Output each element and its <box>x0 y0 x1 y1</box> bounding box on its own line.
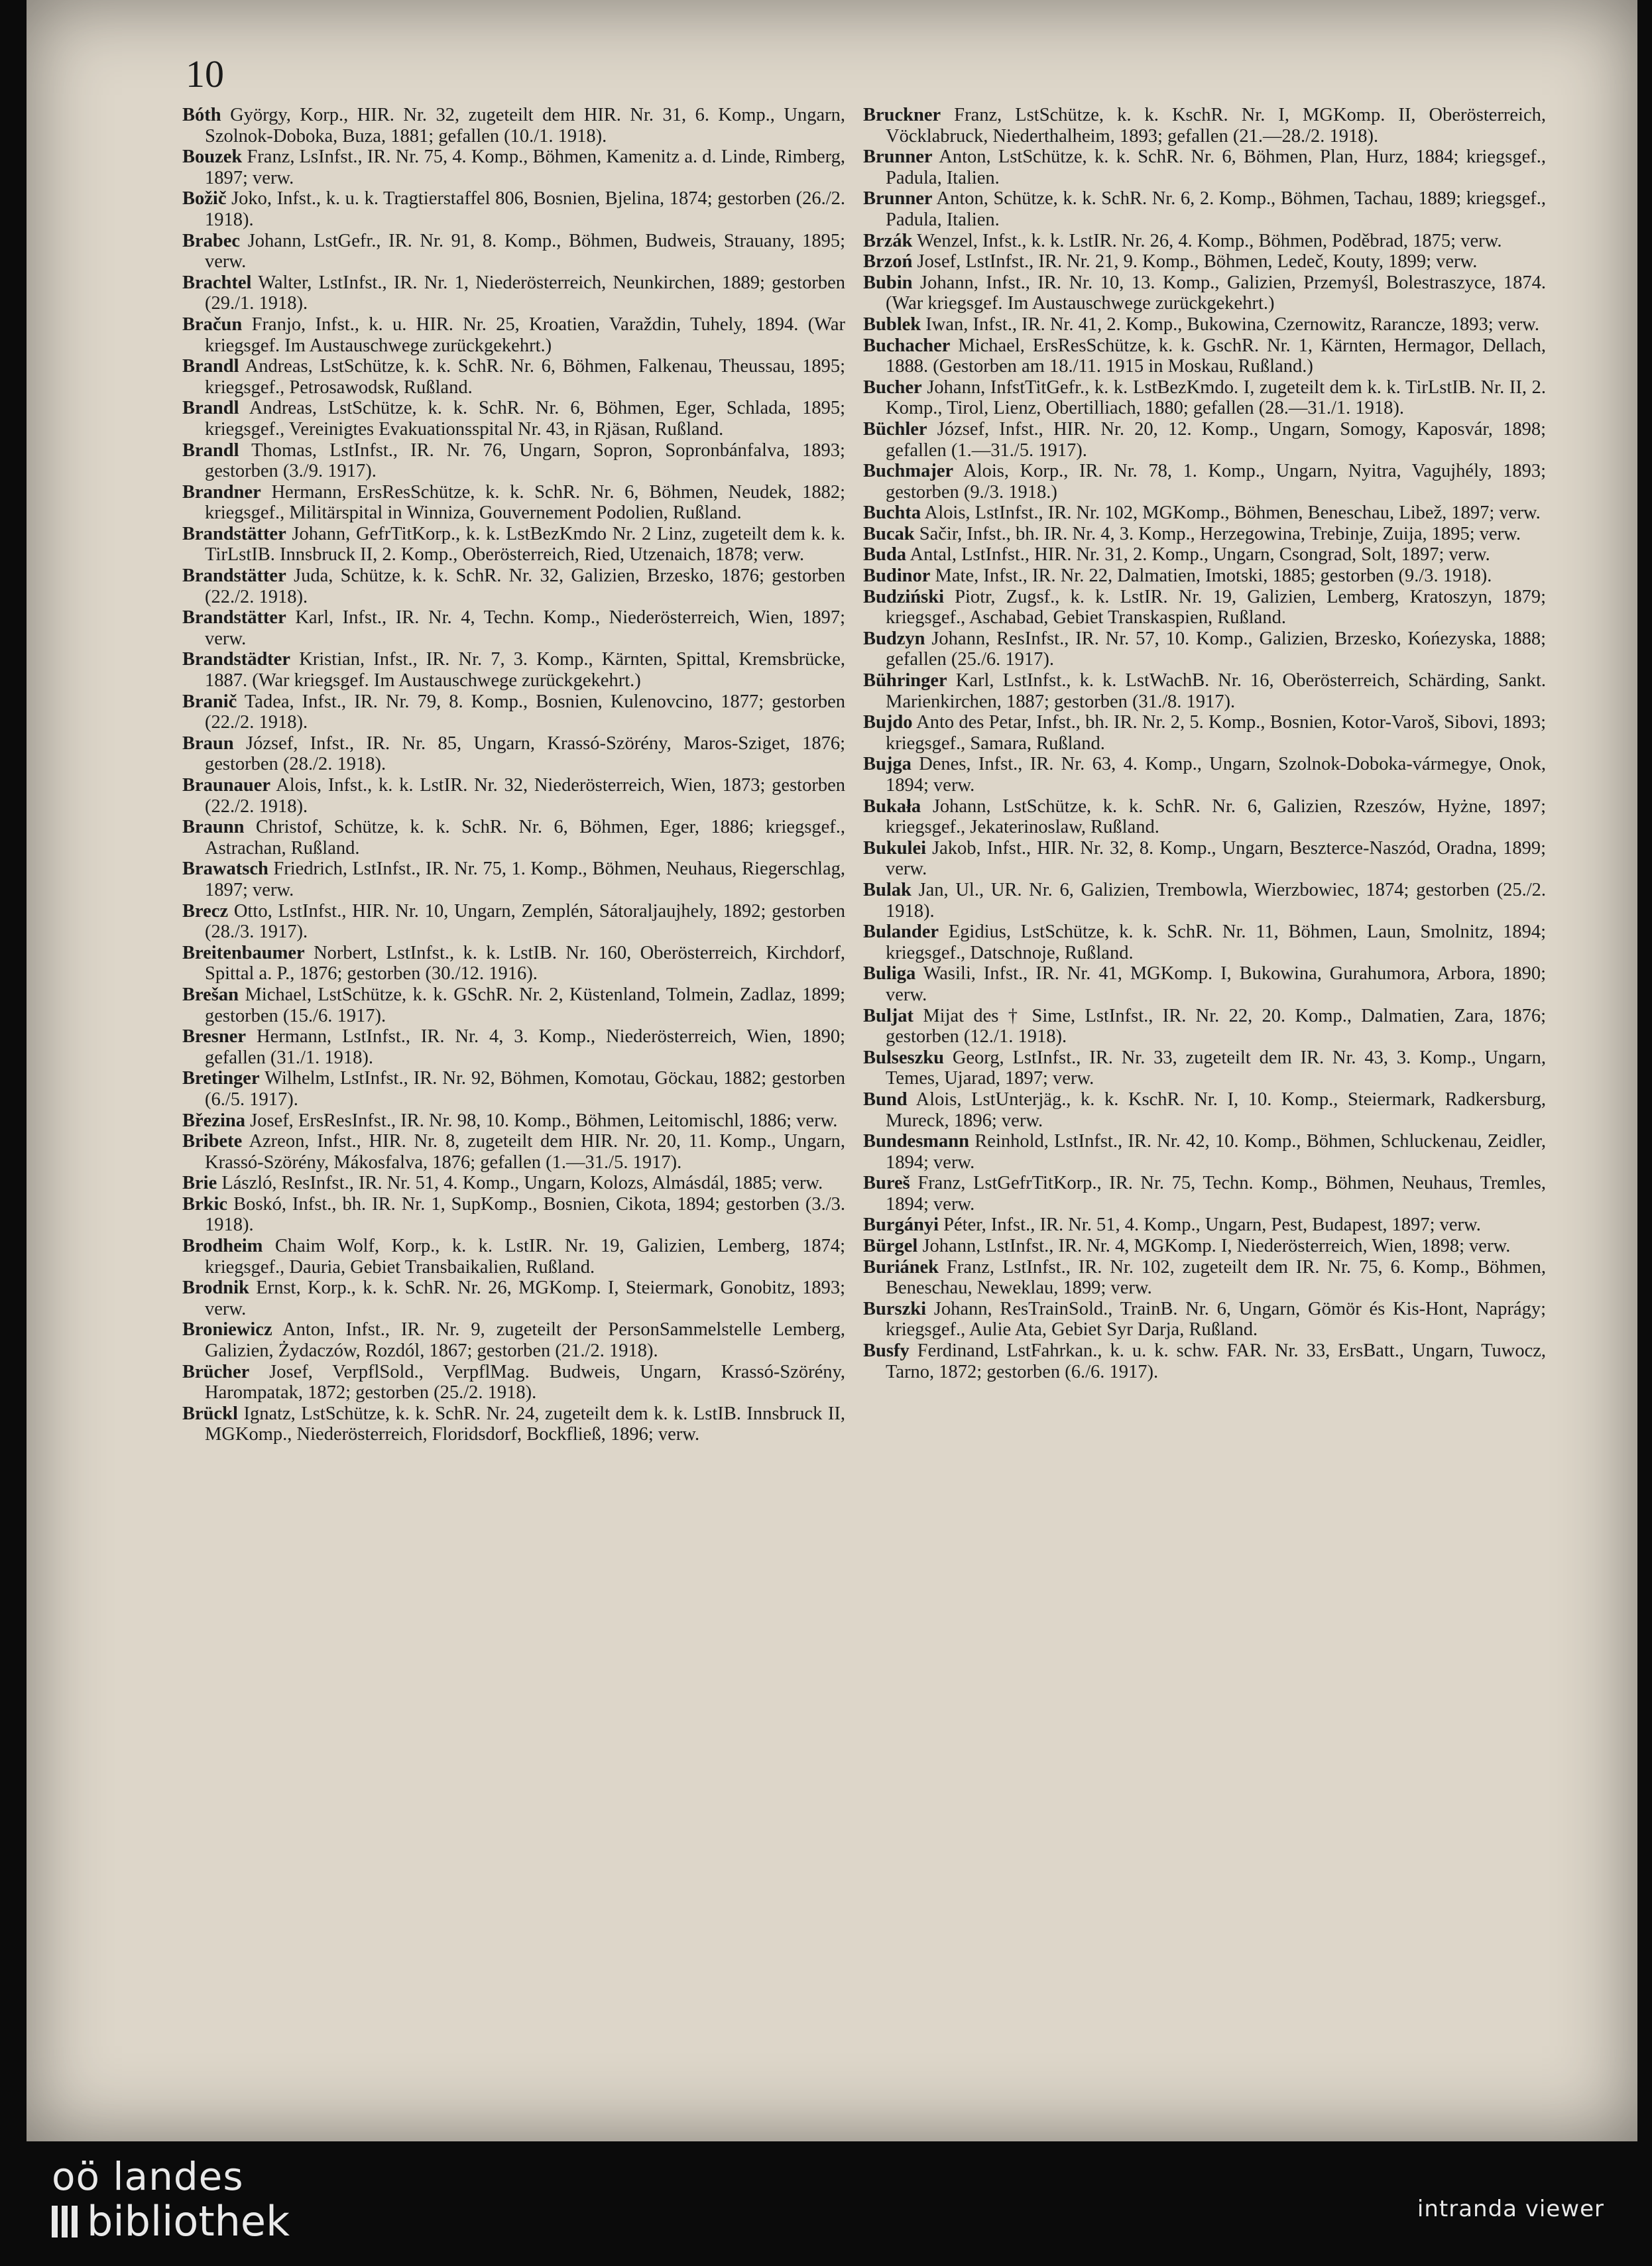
entry-surname: Bubin <box>863 272 913 293</box>
register-entry <box>182 147 845 188</box>
register-entry <box>182 1173 845 1194</box>
entry-details: Franjo, Infst., k. u. HIR. Nr. 25, Kroatien, Varaždin, Tuhely, 1894. (War kriegsgef. Im Austauschwege zurückgekehrt.) <box>205 314 845 356</box>
register-entry <box>863 544 1546 566</box>
entry-surname: Bühringer <box>863 670 947 691</box>
entry-surname: Brandstätter <box>182 607 286 628</box>
entry-surname: Breitenbaumer <box>182 942 305 963</box>
register-entry <box>863 147 1546 188</box>
register-entry <box>863 1089 1546 1131</box>
register-entry <box>863 1257 1546 1299</box>
entry-details: Mate, Infst., IR. Nr. 22, Dalmatien, Imotski, 1885; gestorben (9./3. 1918). <box>935 566 1492 587</box>
entry-surname: Brzoń <box>863 251 913 272</box>
register-entry <box>863 880 1546 922</box>
register-entry <box>863 251 1546 272</box>
entry-surname: Branič <box>182 691 237 712</box>
entry-surname: Brandstätter <box>182 523 286 544</box>
register-entry <box>863 587 1546 628</box>
entry-details: Karl, Infst., IR. Nr. 4, Techn. Komp., Niederösterreich, Wien, 1897; verw. <box>205 607 845 649</box>
register-entry <box>182 1194 845 1236</box>
register-entry <box>182 188 845 230</box>
entry-details: Anton, LstSchütze, k. k. SchR. Nr. 6, Böhmen, Plan, Hurz, 1884; kriegsgef., Padula, Italien. <box>886 147 1546 188</box>
entry-surname: Brandner <box>182 481 261 503</box>
register-entry <box>863 796 1546 838</box>
register-entry <box>182 566 845 607</box>
entry-details: Wasili, Infst., IR. Nr. 41, MGKomp. I, Bukowina, Gurahumora, Arbora, 1890; verw. <box>886 963 1546 1005</box>
entry-surname: Brunner <box>863 147 933 168</box>
register-entry <box>182 1403 845 1445</box>
entry-surname: Buriánek <box>863 1256 939 1278</box>
register-entry <box>863 1236 1546 1257</box>
entry-details: Franz, LstGefrTitKorp., IR. Nr. 75, Techn. Komp., Böhmen, Neuhaus, Tremles, 1894; verw. <box>886 1173 1547 1215</box>
register-entry <box>863 1299 1546 1341</box>
entry-details: Kristian, Infst., IR. Nr. 7, 3. Komp., Kärnten, Spittal, Kremsbrücke, 1887. (War kriegsgef. Im Austauschwege zurückgekehrt.) <box>205 649 846 691</box>
register-entry <box>182 482 845 524</box>
register-entry <box>863 524 1546 545</box>
entry-surname: Bračun <box>182 314 243 335</box>
entry-surname: Budzyn <box>863 628 925 649</box>
register-entry <box>863 838 1546 880</box>
entry-details: Péter, Infst., IR. Nr. 51, 4. Komp., Ungarn, Pest, Budapest, 1897; verw. <box>943 1215 1481 1236</box>
entry-details: Mijat des † Sime, LstInfst., IR. Nr. 22, 20. Komp., Dalmatien, Zara, 1876; gestorben (12./1. 1918). <box>886 1005 1547 1047</box>
entry-details: József, Infst., IR. Nr. 85, Ungarn, Krassó-Szörény, Maros-Sziget, 1876; gestorben (28./2. 1918). <box>205 733 846 775</box>
logo-line-1: oö landes <box>52 2154 244 2199</box>
entry-surname: Büchler <box>863 418 927 440</box>
entry-details: Ferdinand, LstFahrkan., k. u. k. schw. FAR. Nr. 33, ErsBatt., Ungarn, Tuwocz, Tarno, 1872; gestorben (6./6. 1917). <box>886 1341 1546 1382</box>
entry-details: Hermann, LstInfst., IR. Nr. 4, 3. Komp., Niederösterreich, Wien, 1890; gefallen (31./1. 1918). <box>205 1026 846 1068</box>
register-entry <box>182 524 845 566</box>
entry-details: Franz, LstInfst., IR. Nr. 102, zugeteilt dem IR. Nr. 75, 6. Komp., Böhmen, Beneschau, Neweklau, 1899; verw. <box>886 1256 1546 1299</box>
register-entry <box>863 712 1546 754</box>
entry-details: Sačir, Infst., bh. IR. Nr. 4, 3. Komp., Herzegowina, Trebinje, Zuija, 1895; verw. <box>919 523 1521 544</box>
logo-line-2: bibliothek <box>87 2197 290 2245</box>
entry-details: Wenzel, Infst., k. k. LstIR. Nr. 26, 4. Komp., Böhmen, Poděbrad, 1875; verw. <box>917 230 1502 251</box>
viewer-label[interactable]: intranda viewer <box>1417 2196 1604 2222</box>
register-entry <box>863 1006 1546 1047</box>
entry-surname: Bresner <box>182 1026 247 1047</box>
entry-surname: Burgányi <box>863 1215 939 1236</box>
entry-surname: Buda <box>863 544 906 566</box>
entry-details: György, Korp., HIR. Nr. 32, zugeteilt dem HIR. Nr. 31, 6. Komp., Ungarn, Szolnok-Doboka, Buza, 1881; gefallen (10./1. 1918). <box>205 105 846 147</box>
entry-surname: Brandl <box>182 356 239 377</box>
register-entry <box>863 566 1546 587</box>
register-entry <box>863 105 1546 147</box>
entry-details: Thomas, LstInfst., IR. Nr. 76, Ungarn, Sopron, Sopronbánfalva, 1893; gestorben (3./9. 1917). <box>205 440 845 482</box>
entry-surname: Buliga <box>863 963 916 984</box>
entry-details: Alois, LstInfst., IR. Nr. 102, MGKomp., Böhmen, Beneschau, Libež, 1897; verw. <box>924 503 1541 524</box>
entry-surname: Buchacher <box>863 335 951 356</box>
register-entry <box>863 1047 1546 1089</box>
entry-details: Walter, LstInfst., IR. Nr. 1, Niederösterreich, Neunkirchen, 1889; gestorben (29./1. 1918). <box>205 272 845 314</box>
entry-details: Friedrich, LstInfst., IR. Nr. 75, 1. Komp., Böhmen, Neuhaus, Riegerschlag, 1897; verw. <box>205 859 845 900</box>
entry-surname: Brawatsch <box>182 859 268 880</box>
register-entry <box>863 670 1546 712</box>
register-entry <box>863 335 1546 377</box>
register-entry <box>182 943 845 984</box>
entry-details: Reinhold, LstInfst., IR. Nr. 42, 10. Komp., Böhmen, Schluckenau, Zeidler, 1894; verw. <box>886 1131 1546 1173</box>
entry-details: Anton, Infst., IR. Nr. 9, zugeteilt der PersonSammelstelle Lemberg, Galizien, Żydaczów, Rozdól, 1867; gestorben (21./2. 1918). <box>205 1319 845 1362</box>
register-entry <box>182 272 845 314</box>
entry-details: Antal, LstInfst., HIR. Nr. 31, 2. Komp., Ungarn, Csongrad, Solt, 1897; verw. <box>910 544 1490 566</box>
entry-surname: Busfy <box>863 1341 910 1362</box>
entry-surname: Brunner <box>863 188 933 209</box>
entry-surname: Božič <box>182 188 227 209</box>
register-entry <box>863 231 1546 252</box>
register-entry <box>182 859 845 900</box>
entry-surname: Bureš <box>863 1173 910 1194</box>
scanned-page <box>27 0 1637 2141</box>
entry-details: Michael, ErsResSchütze, k. k. GschR. Nr. 1, Kärnten, Hermagor, Dellach, 1888. (Gestorben am 18./11. 1915 in Moskau, Rußland.) <box>886 335 1546 377</box>
entry-surname: Bundesmann <box>863 1131 969 1152</box>
entry-details: Boskó, Infst., bh. IR. Nr. 1, SupKomp., Bosnien, Cikota, 1894; gestorben (3./3. 1918). <box>205 1193 845 1236</box>
entry-surname: Broniewicz <box>182 1319 272 1341</box>
entry-surname: Bujga <box>863 754 912 775</box>
entry-surname: Bulseszku <box>863 1047 944 1068</box>
entry-surname: Brachtel <box>182 272 252 293</box>
entry-surname: Bretinger <box>182 1068 260 1089</box>
entry-surname: Brücher <box>182 1361 250 1382</box>
entry-details: Johann, ResTrainSold., TrainB. Nr. 6, Ungarn, Gömör és Kis-Hont, Naprágy; kriegsgef., Aulie Ata, Gebiet Syr Darja, Rußland. <box>886 1298 1546 1341</box>
register-entry <box>863 963 1546 1005</box>
entry-surname: Březina <box>182 1110 245 1131</box>
entry-details: Michael, LstSchütze, k. k. GSchR. Nr. 2, Küstenland, Tolmein, Zadlaz, 1899; gestorben (15./6. 1917). <box>205 984 846 1026</box>
entry-surname: Budziński <box>863 586 944 607</box>
entry-surname: Bucher <box>863 377 922 398</box>
register-entry <box>182 984 845 1026</box>
register-entry <box>182 105 845 147</box>
entry-surname: Brecz <box>182 900 229 922</box>
entry-details: Piotr, Zugsf., k. k. LstIR. Nr. 19, Galizien, Lemberg, Kratoszyn, 1879; kriegsgef., Aschabad, Gebiet Transkaspien, Rußland. <box>886 586 1546 628</box>
entry-details: Tadea, Infst., IR. Nr. 79, 8. Komp., Bosnien, Kulenovcino, 1877; gestorben (22./2. 1918). <box>205 691 845 733</box>
entry-surname: Bucak <box>863 523 915 544</box>
register-entry <box>182 1068 845 1110</box>
logo-bars-icon <box>52 2206 78 2237</box>
entry-details: Franz, LstSchütze, k. k. KschR. Nr. I, MGKomp. II, Oberösterreich, Vöcklabruck, Niederthalheim, 1893; gefallen (21.—28./2. 1918). <box>886 105 1547 147</box>
logo-line-2-row <box>52 2198 290 2245</box>
register-entry <box>863 419 1546 461</box>
entry-details: Norbert, LstInfst., k. k. LstIB. Nr. 160, Oberösterreich, Kirchdorf, Spittal a. P., 1876; gestorben (30./12. 1916). <box>205 942 845 984</box>
entry-surname: Brie <box>182 1173 217 1194</box>
entry-surname: Bóth <box>182 105 221 125</box>
entry-details: Andreas, LstSchütze, k. k. SchR. Nr. 6, Böhmen, Eger, Schlada, 1895; kriegsgef., Vereinigtes Evakuationsspital Nr. 43, in Rjäsan, Rußland. <box>205 398 845 440</box>
entry-details: Denes, Infst., IR. Nr. 63, 4. Komp., Ungarn, Szolnok-Doboka-vármegye, Onok, 1894; verw. <box>886 754 1546 796</box>
entry-details: Anto des Petar, Infst., bh. IR. Nr. 2, 5. Komp., Bosnien, Kotor-Varoš, Sibovi, 1893; kriegsgef., Samara, Rußland. <box>886 712 1546 754</box>
entry-details: Jan, Ul., UR. Nr. 6, Galizien, Trembowla, Wierzbowiec, 1874; gestorben (25./2. 1918). <box>886 879 1546 922</box>
register-entry <box>182 1362 845 1403</box>
entry-details: Christof, Schütze, k. k. SchR. Nr. 6, Böhmen, Eger, 1886; kriegsgef., Astrachan, Rußland. <box>205 817 846 859</box>
entry-surname: Braun <box>182 733 234 754</box>
register-entry <box>182 817 845 859</box>
register-entry <box>182 1236 845 1278</box>
register-entry <box>182 733 845 775</box>
entry-surname: Brückl <box>182 1403 238 1424</box>
entry-details: Johann, Infst., IR. Nr. 10, 13. Komp., Galizien, Przemyśl, Bolestraszyce, 1874. (War kriegsgef. Im Austauschwege zurückgekehrt.) <box>886 272 1546 314</box>
entry-surname: Brešan <box>182 984 239 1005</box>
register-entry <box>182 1319 845 1361</box>
entry-details: Anton, Schütze, k. k. SchR. Nr. 6, 2. Komp., Böhmen, Tachau, 1889; kriegsgef., Padula, Italien. <box>886 188 1546 230</box>
entry-surname: Bublek <box>863 314 921 335</box>
entry-surname: Brabec <box>182 230 241 251</box>
entry-surname: Bribete <box>182 1131 243 1152</box>
register-entry <box>182 1110 845 1132</box>
entry-surname: Brodheim <box>182 1236 263 1257</box>
entry-details: Andreas, LstSchütze, k. k. SchR. Nr. 6, Böhmen, Falkenau, Theussau, 1895; kriegsgef., Petrosawodsk, Rußland. <box>205 356 845 398</box>
entry-details: Johann, GefrTitKorp., k. k. LstBezKmdo Nr. 2 Linz, zugeteilt dem k. k. TirLstIB. Innsbruck II, 2. Komp., Oberösterreich, Ried, Utzenaich, 1878; verw. <box>205 523 845 566</box>
entry-details: József, Infst., HIR. Nr. 20, 12. Komp., Ungarn, Somogy, Kaposvár, 1898; gefallen (1.—31./5. 1917). <box>886 418 1546 461</box>
entry-surname: Bruckner <box>863 105 941 125</box>
entry-surname: Brandl <box>182 398 239 419</box>
entry-details: László, ResInfst., IR. Nr. 51, 4. Komp., Ungarn, Kolozs, Almásdál, 1885; verw. <box>221 1173 823 1194</box>
right-column <box>863 105 1546 1382</box>
entry-surname: Buchmajer <box>863 461 954 482</box>
entry-details: Ernst, Korp., k. k. SchR. Nr. 26, MGKomp. I, Steiermark, Gonobitz, 1893; verw. <box>205 1278 845 1319</box>
entry-details: Otto, LstInfst., HIR. Nr. 10, Ungarn, Zemplén, Sátoraljaujhely, 1892; gestorben (28./3. 1917). <box>205 900 846 943</box>
register-entry <box>863 1173 1546 1215</box>
register-entry <box>182 607 845 649</box>
entry-details: Johann, LstInfst., IR. Nr. 4, MGKomp. I, Niederösterreich, Wien, 1898; verw. <box>922 1236 1511 1257</box>
entry-details: Alois, Infst., k. k. LstIR. Nr. 32, Niederösterreich, Wien, 1873; gestorben (22./2. 1918). <box>205 775 845 817</box>
entry-details: Georg, LstInfst., IR. Nr. 33, zugeteilt dem IR. Nr. 43, 3. Komp., Ungarn, Temes, Ujarad, 1897; verw. <box>886 1047 1547 1089</box>
entry-details: Johann, ResInfst., IR. Nr. 57, 10. Komp., Galizien, Brzesko, Końezyska, 1888; gefallen (25./6. 1917). <box>886 628 1546 670</box>
entry-surname: Bulander <box>863 922 939 943</box>
register-entry <box>182 1131 845 1173</box>
page-number: 10 <box>186 52 224 95</box>
register-entry <box>863 922 1546 963</box>
entry-details: Alois, Korp., IR. Nr. 78, 1. Komp., Ungarn, Nyitra, Vagujhély, 1893; gestorben (9./3. 1918.) <box>886 461 1546 503</box>
register-entry <box>182 314 845 356</box>
entry-surname: Brandstädter <box>182 649 291 670</box>
entry-details: Juda, Schütze, k. k. SchR. Nr. 32, Galizien, Brzesko, 1876; gestorben (22./2. 1918). <box>205 566 846 607</box>
register-entry <box>182 901 845 943</box>
library-logo[interactable] <box>52 2155 290 2245</box>
register-entry <box>863 1341 1546 1382</box>
register-entry <box>863 314 1546 335</box>
register-entry <box>182 691 845 733</box>
entry-details: Johann, LstGefr., IR. Nr. 91, 8. Komp., Böhmen, Budweis, Strauany, 1895; verw. <box>205 230 845 272</box>
entry-details: Iwan, Infst., IR. Nr. 41, 2. Komp., Bukowina, Czernowitz, Rarancze, 1893; verw. <box>925 314 1540 335</box>
entry-surname: Brzák <box>863 230 913 251</box>
entry-details: Alois, LstUnterjäg., k. k. KschR. Nr. I, 10. Komp., Steiermark, Radkersburg, Mureck, 1896; verw. <box>886 1089 1546 1131</box>
entry-details: Joko, Infst., k. u. k. Tragtierstaffel 806, Bosnien, Bjelina, 1874; gestorben (26./2. 1918). <box>205 188 845 230</box>
register-entry <box>863 1131 1546 1173</box>
entry-surname: Bürgel <box>863 1236 918 1257</box>
entry-surname: Bukulei <box>863 837 927 859</box>
entry-details: Josef, VerpflSold., VerpflMag. Budweis, Ungarn, Krassó-Szörény, Harompatak, 1872; gestorben (25./2. 1918). <box>205 1361 846 1403</box>
register-entry <box>863 188 1546 230</box>
register-entry <box>863 503 1546 524</box>
entry-details: Johann, InfstTitGefr., k. k. LstBezKmdo. I, zugeteilt dem k. k. TirLstIB. Nr. II, 2. Komp., Tirol, Lienz, Obertilliach, 1880; gefallen (28.—31./1. 1918). <box>886 377 1547 419</box>
register-entry <box>182 775 845 817</box>
entry-surname: Buljat <box>863 1005 914 1026</box>
entry-surname: Bukała <box>863 796 921 817</box>
entry-surname: Bund <box>863 1089 908 1110</box>
entry-surname: Brandstätter <box>182 566 286 587</box>
entry-details: Egidius, LstSchütze, k. k. SchR. Nr. 11, Böhmen, Laun, Smolnitz, 1894; kriegsgef., Datschnoje, Rußland. <box>886 922 1547 963</box>
entry-details: Josef, ErsResInfst., IR. Nr. 98, 10. Komp., Böhmen, Leitomischl, 1886; verw. <box>250 1110 838 1131</box>
register-entry <box>863 1215 1546 1236</box>
entry-details: Josef, LstInfst., IR. Nr. 21, 9. Komp., Böhmen, Ledeč, Kouty, 1899; verw. <box>917 251 1478 272</box>
entry-surname: Braunn <box>182 817 245 838</box>
entry-surname: Braunauer <box>182 775 271 796</box>
register-entry <box>863 377 1546 419</box>
entry-surname: Budinor <box>863 566 931 587</box>
entry-surname: Bujdo <box>863 712 913 733</box>
register-entry <box>863 754 1546 796</box>
entry-surname: Brodnik <box>182 1278 249 1299</box>
register-entry <box>182 649 845 691</box>
entry-details: Franz, LsInfst., IR. Nr. 75, 4. Komp., Böhmen, Kamenitz a. d. Linde, Rimberg, 1897; verw. <box>205 147 846 188</box>
register-entry <box>863 272 1546 314</box>
entry-details: Jakob, Infst., HIR. Nr. 32, 8. Komp., Ungarn, Beszterce-Naszód, Oradna, 1899; verw. <box>886 837 1547 880</box>
register-entry <box>182 356 845 398</box>
register-entry <box>863 461 1546 503</box>
entry-details: Wilhelm, LstInfst., IR. Nr. 92, Böhmen, Komotau, Göckau, 1882; gestorben (6./5. 1917). <box>205 1068 845 1110</box>
entry-details: Azreon, Infst., HIR. Nr. 8, zugeteilt dem HIR. Nr. 20, 11. Komp., Ungarn, Krassó-Szörény, Mákosfalva, 1876; gefallen (1.—31./5. 1917). <box>205 1131 845 1173</box>
register-entry <box>182 1278 845 1319</box>
entry-details: Karl, LstInfst., k. k. LstWachB. Nr. 16, Oberösterreich, Schärding, Sankt. Marienkirchen, 1887; gestorben (31./8. 1917). <box>886 670 1547 712</box>
register-entry <box>182 231 845 272</box>
entry-details: Chaim Wolf, Korp., k. k. LstIR. Nr. 19, Galizien, Lemberg, 1874; kriegsgef., Dauria, Gebiet Transbaikalien, Rußland. <box>205 1236 845 1278</box>
entry-surname: Brandl <box>182 440 239 461</box>
entry-surname: Burszki <box>863 1298 927 1319</box>
entry-details: Ignatz, LstSchütze, k. k. SchR. Nr. 24, zugeteilt dem k. k. LstIB. Innsbruck II, MGKomp., Niederösterreich, Floridsdorf, Bockfließ, 1896; verw. <box>205 1403 846 1445</box>
register-entry <box>182 398 845 440</box>
entry-details: Hermann, ErsResSchütze, k. k. SchR. Nr. 6, Böhmen, Neudek, 1882; kriegsgef., Militärspital in Winniza, Gouvernement Podolien, Rußland. <box>205 481 845 524</box>
register-entry <box>182 440 845 482</box>
entry-surname: Brkic <box>182 1193 228 1215</box>
register-entry <box>863 628 1546 670</box>
left-column <box>182 105 845 1445</box>
entry-surname: Bulak <box>863 879 912 900</box>
entry-surname: Buchta <box>863 503 921 524</box>
register-entry <box>182 1026 845 1068</box>
entry-details: Johann, LstSchütze, k. k. SchR. Nr. 6, Galizien, Rzeszów, Hyżne, 1897; kriegsgef., Jekaterinoslaw, Rußland. <box>886 796 1546 838</box>
entry-surname: Bouzek <box>182 147 243 168</box>
